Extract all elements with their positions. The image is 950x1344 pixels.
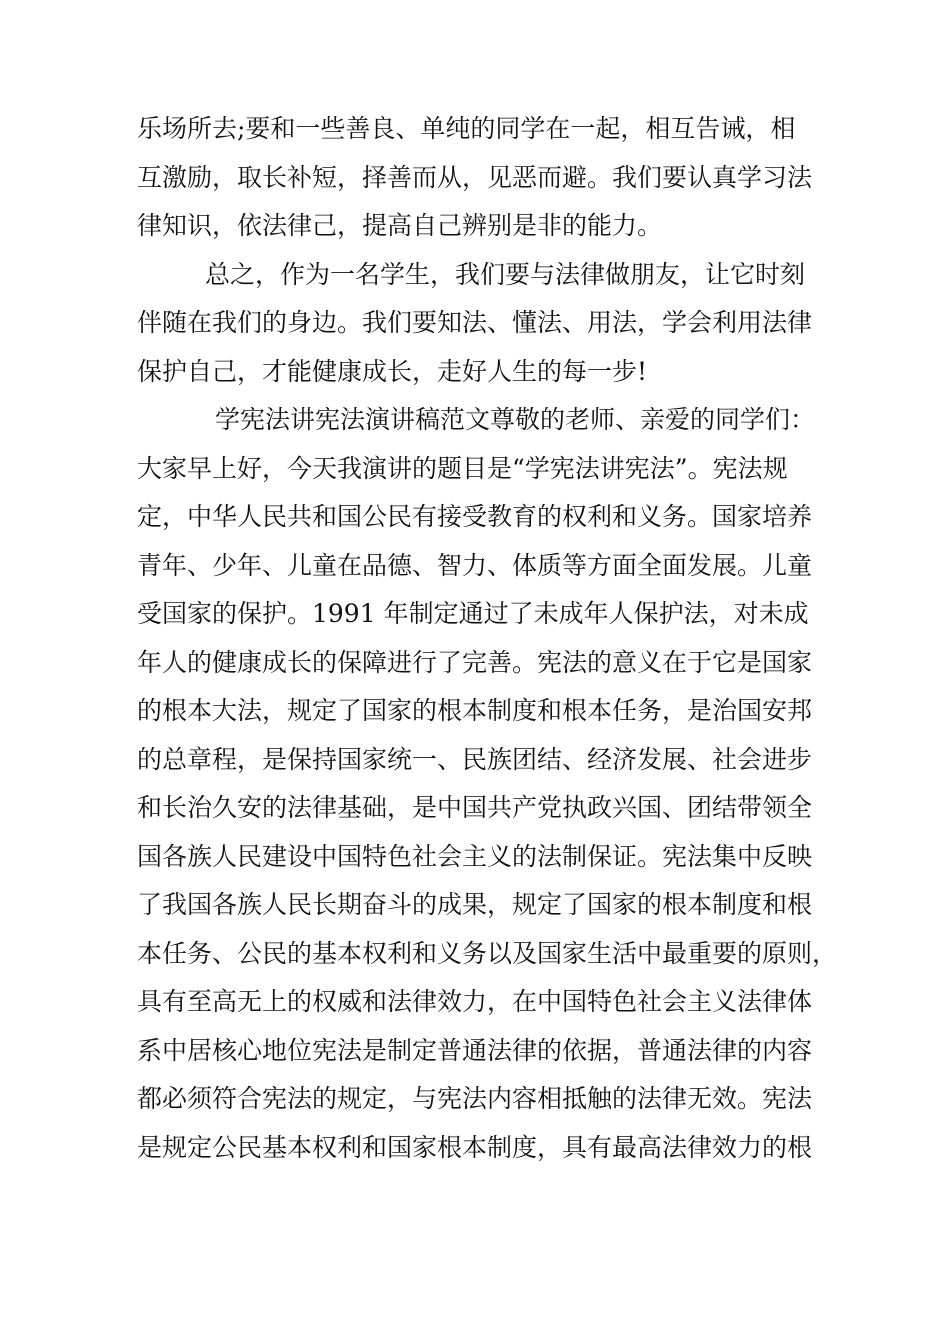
text-line: 乐场所去;要和一些善良、单纯的同学在一起，相互告诫，相: [137, 114, 796, 143]
text-line: 律知识，依法律己，提高自己辨别是非的能力。: [137, 211, 663, 240]
text-line: 是规定公民基本权利和国家根本制度，具有最高法律效力的根: [137, 1132, 813, 1162]
text-line: 和长治久安的法律基础，是中国共产党执政兴国、团结带领全: [137, 793, 813, 822]
text-line: 的根本大法，规定了国家的根本制度和根本任务，是治国安邦: [137, 696, 813, 725]
speech-title-line: 学宪法讲宪法演讲稿范文尊敬的老师、亲爱的同学们：: [215, 405, 816, 434]
paragraph-start-line: 总之，作为一名学生，我们要与法律做朋友，让它时刻: [205, 259, 806, 289]
text-line: 本任务、公民的基本权利和义务以及国家生活中最重要的原则，: [137, 938, 838, 968]
text-line: 国各族人民建设中国特色社会主义的法制保证。宪法集中反映: [137, 841, 813, 871]
text-line: 年人的健康成长的保障进行了完善。宪法的意义在于它是国家: [137, 647, 813, 677]
text-line: 系中居核心地位宪法是制定普通法律的依据，普通法律的内容: [137, 1035, 813, 1065]
text-line: 了我国各族人民长期奋斗的成果，规定了国家的根本制度和根: [137, 890, 813, 919]
text-line: 都必须符合宪法的规定，与宪法内容相抵触的法律无效。宪法: [137, 1084, 813, 1113]
document-body: [137, 105, 837, 1172]
text-line: 保护自己，才能健康成长，走好人生的每一步!: [137, 356, 648, 386]
text-line: 青年、少年、儿童在品德、智力、体质等方面全面发展。儿童: [137, 550, 813, 580]
text-line: 受国家的保护。1991 年制定通过了未成年人保护法，对未成: [137, 599, 809, 628]
text-line: 伴随在我们的身边。我们要知法、懂法、用法，学会利用法律: [137, 308, 813, 337]
text-line: 的总章程，是保持国家统一、民族团结、经济发展、社会进步: [137, 744, 813, 774]
text-line: 定，中华人民共和国公民有接受教育的权利和义务。国家培养: [137, 502, 813, 531]
text-line: 互激励，取长补短，择善而从，见恶而避。我们要认真学习法: [137, 162, 813, 192]
text-line: 大家早上好，今天我演讲的题目是“学宪法讲宪法”。宪法规: [137, 453, 788, 483]
text-line: 具有至高无上的权威和法律效力，在中国特色社会主义法律体: [137, 987, 813, 1016]
